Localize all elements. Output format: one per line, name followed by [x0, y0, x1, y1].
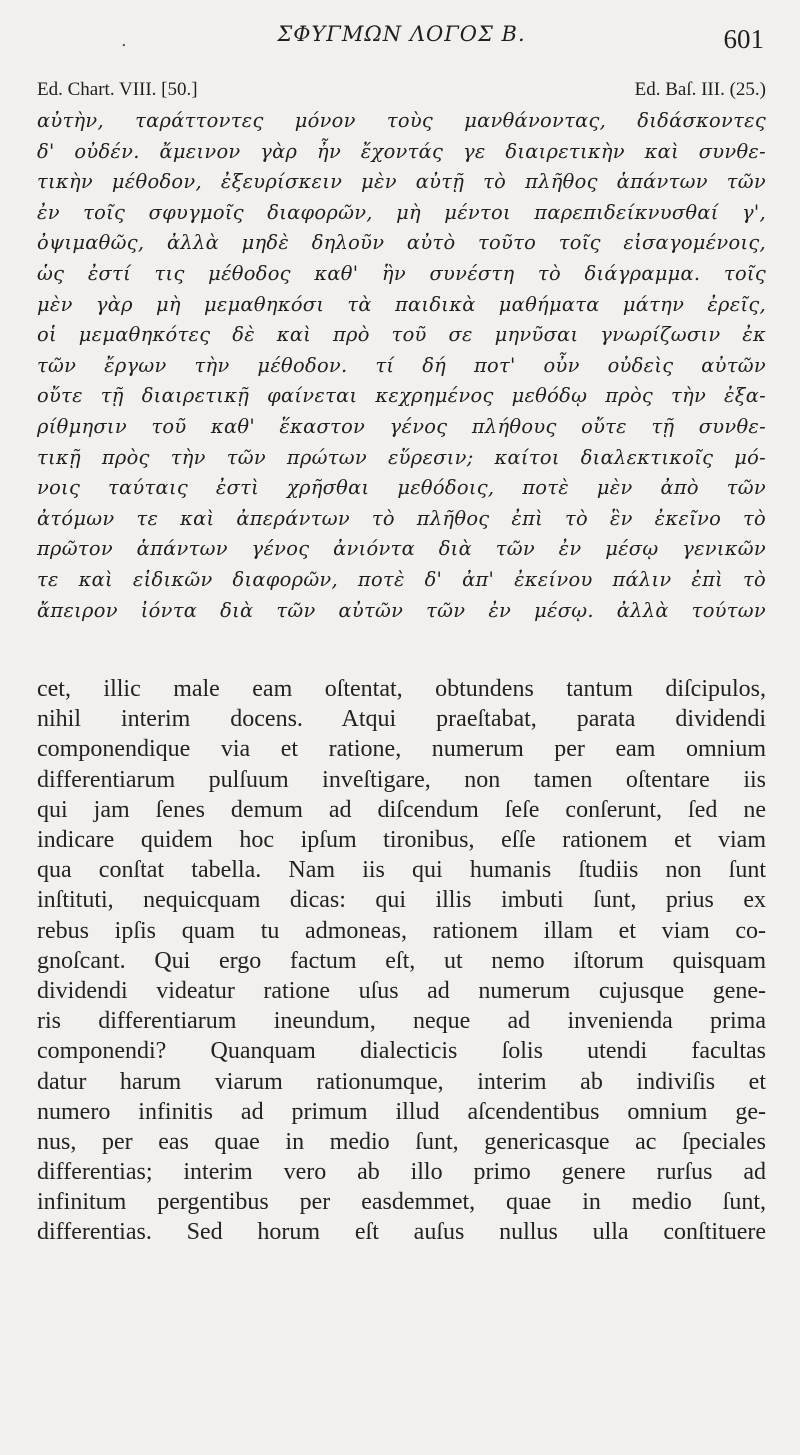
- greek-line: τικὴν μέθοδον, ἐξευρίσκειν μὲν αὐτῇ τὸ πλῆθος ἁπάντων τῶν: [37, 170, 766, 194]
- latin-line: qui jam ſenes demum ad diſcendum ſeſe conſerunt, ſed ne: [37, 796, 766, 823]
- latin-line: nus, per eas quae in medio ſunt, genericasque ac ſpeciales: [37, 1128, 766, 1155]
- edition-bas-ref: Ed. Baſ. III. (25.): [634, 79, 766, 100]
- running-head-title: ΣΦΥΓΜΩΝ ΛΟΓΟΣ Β.: [277, 22, 526, 46]
- latin-line: differentias. Sed horum eſt auſus nullus ulla conſtituere: [37, 1219, 766, 1246]
- greek-line: οἱ μεμαθηκότες δὲ καὶ πρὸ τοῦ σε μηνῦσαι γνωρίζωσιν ἐκ: [37, 323, 766, 347]
- greek-text-block: [37, 106, 766, 626]
- greek-line: ἄπειρον ἰόντα διὰ τῶν αὐτῶν τῶν ἐν μέσῳ. ἀλλὰ τούτων: [37, 598, 766, 622]
- greek-line: οὔτε τῇ διαιρετικῇ φαίνεται κεχρημένος μεθόδῳ πρὸς τὴν ἐξα-: [37, 384, 766, 408]
- latin-line: datur harum viarum rationumque, interim ab indiviſis et: [37, 1068, 766, 1095]
- section-gap: [37, 626, 766, 674]
- latin-line: infinitum pergentibus per easdemmet, quae in medio ſunt,: [37, 1189, 766, 1216]
- latin-line: cet, illic male eam oſtentat, obtundens tantum diſcipulos,: [37, 676, 766, 703]
- latin-line: componendique via et ratione, numerum per eam omnium: [37, 736, 766, 763]
- latin-line: gnoſcant. Qui ergo factum eſt, ut nemo iſtorum quisquam: [37, 947, 766, 974]
- latin-line: componendi? Quanquam dialecticis ſolis utendi facultas: [37, 1038, 766, 1065]
- greek-line: δ' οὐδέν. ἄμεινον γὰρ ἦν ἔχοντάς γε διαιρετικὴν καὶ συνθε-: [37, 139, 766, 163]
- running-head-dot: .: [121, 30, 127, 51]
- latin-line: indicare quidem hoc ipſum tironibus, eſſe rationem et viam: [37, 827, 766, 854]
- greek-line: ρίθμησιν τοῦ καθ' ἕκαστον γένος πλήθους οὔτε τῇ συνθε-: [37, 414, 766, 438]
- latin-line: differentias; interim vero ab illo primo genere rurſus ad: [37, 1159, 766, 1186]
- greek-line: τικῇ πρὸς τὴν τῶν πρώτων εὕρεσιν; καίτοι διαλεκτικοῖς μό-: [37, 445, 766, 469]
- edition-chart-ref: Ed. Chart. VIII. [50.]: [37, 79, 198, 100]
- greek-line: πρῶτον ἁπάντων γένος ἀνιόντα διὰ τῶν ἐν μέσῳ γενικῶν: [37, 537, 766, 561]
- edition-references: [37, 76, 766, 104]
- greek-line: αὐτὴν, ταράττοντες μόνον τοὺς μανθάνοντας, διδάσκοντες: [37, 109, 766, 132]
- latin-line: nihil interim docens. Atqui praeſtabat, parata dividendi: [37, 706, 766, 733]
- page-number: 601: [723, 24, 764, 54]
- latin-line: rebus ipſis quam tu admoneas, rationem illam et viam co-: [37, 917, 766, 944]
- greek-line: ἐν τοῖς σφυγμοῖς διαφορῶν, μὴ μέντοι παρεπιδείκνυσθαί γ',: [37, 200, 766, 224]
- greek-line: μὲν γὰρ μὴ μεμαθηκόσι τὰ παιδικὰ μαθήματα μάτην ἐρεῖς,: [37, 292, 766, 316]
- running-head: [37, 0, 766, 54]
- greek-line: τῶν ἔργων τὴν μέθοδον. τί δή ποτ' οὖν οὐδεὶς αὐτῶν: [37, 353, 766, 377]
- latin-line: ris differentiarum ineundum, neque ad invenienda prima: [37, 1008, 766, 1035]
- greek-line: ὡς ἐστί τις μέθοδος καθ' ἣν συνέστη τὸ διάγραμμα. τοῖς: [37, 261, 766, 285]
- latin-line: inſtituti, nequicquam dicas: qui illis imbuti ſunt, prius ex: [37, 887, 766, 914]
- greek-line: ὀψιμαθῶς, ἀλλὰ μηδὲ δηλοῦν αὐτὸ τοῦτο τοῖς εἰσαγομένοις,: [37, 231, 766, 255]
- greek-line: τε καὶ εἰδικῶν διαφορῶν, ποτὲ δ' ἀπ' ἐκείνου πάλιν ἐπὶ τὸ: [37, 567, 766, 591]
- greek-line: νοις ταύταις ἐστὶ χρῆσθαι μεθόδοις, ποτὲ μὲν ἀπὸ τῶν: [37, 476, 766, 500]
- greek-line: ἀτόμων τε καὶ ἀπεράντων τὸ πλῆθος ἐπὶ τὸ ἓν ἐκεῖνο τὸ: [37, 506, 766, 530]
- latin-line: dividendi videatur ratione uſus ad numerum cujusque gene-: [37, 977, 766, 1004]
- latin-line: differentiarum pulſuum inveſtigare, non tamen oſtentare iis: [37, 766, 766, 793]
- latin-line: numero infinitis ad primum illud aſcendentibus omnium ge-: [37, 1098, 766, 1125]
- latin-text-block: [37, 674, 766, 1248]
- latin-line: qua conſtat tabella. Nam iis qui humanis ſtudiis non ſunt: [37, 857, 766, 884]
